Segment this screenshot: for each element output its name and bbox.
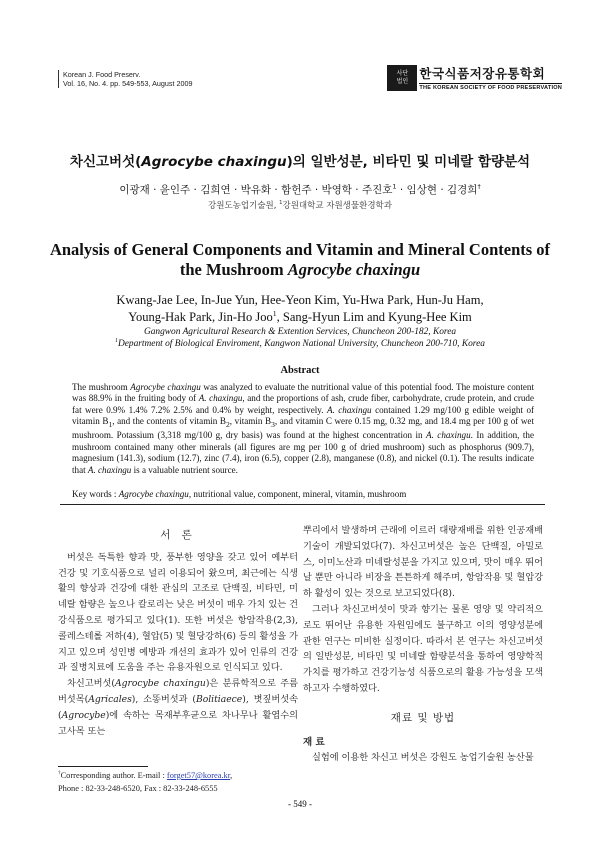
page-number: - 549 -	[288, 799, 312, 809]
intro-paragraph-2: 차신고버섯(Agrocybe chaxingu)은 분류학적으로 주름버섯목(Agricales), 소똥버섯과 (Bolitiaece), 볏짚버섯속(Agrocybe)에 속하는 목재부후균으로 차나무나 활엽수의 고사목 또는	[58, 678, 298, 737]
abstract-heading: Abstract	[280, 365, 320, 376]
authors-ko	[0, 182, 600, 197]
society-name-ko: 한국식품저장유통학회	[419, 64, 562, 84]
paper-title-en	[40, 240, 560, 280]
affil-en-line1: Gangwon Agricultural Research & Extention Services, Chuncheon 200-182, Korea	[143, 327, 457, 337]
keywords-species: Agrocybe chaxingu	[118, 489, 189, 499]
body-column-left	[58, 528, 298, 739]
keywords-rest: , nutritional value, component, mineral, vitamin, mushroom	[188, 489, 407, 499]
paper-title-ko	[0, 150, 600, 170]
authors-en-line2a: Young-Hak Park, Jin-Ho Joo	[128, 310, 273, 324]
affil-en-line2: Department of Biological Enviroment, Kangwon National University, Chuncheon 200-710, Korea	[117, 339, 485, 349]
abstract-body: The mushroom Agrocybe chaxingu was analyzed to evaluate the nutritional value of this potential food. The moisture content was 88.9% in the fruiting body of A. chaxingu, and the proportions of ash, crude fiber, carbohydrate, crude protein, and crude fat were 0.9% 1.4% 7.2% 2.5% and 0.4% by weight, respectively. A. chaxingu contained 1.29 mg/100 g edible weight of vitamin $B_1$, and the contents of vitamin $B_2$, vitamin $B_3$, and vitamin C were 0.15 mg, 0.32 mg, and 18.4 mg per 100 g of wet mushroom. Potassium (3,318 mg/100 g, dry basis) was found at the highest concentration in A. chaxingu. In addition, the mushroom contained many other minerals (all figures are mg per 100 g of dried mushroom) such as phosphorus (909.7), magnesium (141.3), sodium (12.7), zinc (7.4), iron (6.5), copper (2.8), manganese (0.8), and nickel (0.1). The results indicate that A. chaxingu is a valuable nutrient source.	[72, 382, 535, 475]
affil-ko-part1: 강원도농업기술원,	[208, 201, 280, 211]
title-ko-species: Agrocybe chaxingu	[141, 154, 287, 170]
footnote-label: Corresponding author. E-mail :	[60, 771, 167, 780]
society-emblem-icon	[387, 65, 417, 91]
society-logo	[387, 64, 562, 91]
authors-ko-part2: · 임상현 · 김경희	[396, 184, 478, 196]
affil-ko-part2: 강원대학교 자원생물환경학과	[282, 201, 392, 211]
authors-en-line1: Kwang-Jae Lee, In-Jue Yun, Hee-Yeon Kim, Yu-Hwa Park, Hun-Ju Ham,	[116, 293, 484, 307]
affil-en-sup: 1	[115, 337, 118, 344]
section-heading-methods: 재료 및 방법	[390, 711, 456, 724]
footnote-email-tail: ,	[230, 771, 233, 780]
title-en-line2	[40, 260, 560, 280]
authors-ko-part1: 이광재 · 윤인주 · 김희연 · 박유화 · 함헌주 · 박영학 · 주진호	[119, 184, 393, 196]
footnote-rule	[58, 766, 148, 767]
footnote-marker: †	[58, 770, 61, 777]
society-name-en: THE KOREAN SOCIETY OF FOOD PRESERVATION	[419, 85, 562, 91]
title-en-line1: Analysis of General Components and Vitamin and Mineral Contents of	[49, 240, 551, 259]
keywords-label: Key words :	[72, 489, 119, 499]
body-column-right	[303, 523, 543, 766]
keywords	[72, 489, 534, 499]
subsection-heading-materials: 재 료	[303, 736, 325, 748]
footnote-email-line	[58, 769, 232, 782]
footnote	[58, 769, 232, 795]
authors-ko-sup2: †	[477, 182, 481, 191]
affiliation-ko	[0, 199, 600, 211]
title-en-species: Agrocybe chaxingu	[287, 260, 421, 279]
section-divider	[60, 504, 545, 505]
journal-citation	[58, 70, 192, 88]
affiliation-en	[40, 326, 560, 350]
affil-ko-sup: 1	[279, 200, 283, 207]
footnote-phone: Phone : 82-33-248-6520, Fax : 82-33-248-6555	[58, 784, 218, 793]
title-en-line2-prefix: the Mushroom	[179, 260, 288, 279]
title-ko-prefix: 차신고버섯(	[69, 154, 142, 170]
intro-paragraph-1: 버섯은 독특한 향과 맛, 풍부한 영양을 갖고 있어 예부터 건강 및 기호식품으로 널리 이용되어 왔으며, 최근에는 식생활의 향상과 건강에 대한 관심의 고조로 단백질, 비타민, 미네랄 함량은 높으나 칼로리는 낮은 버섯이 매우 가치 있는 건강식품으로 평가되고 있다(1). 또한 버섯은 항암작용(2,3), 콜레스테롤 저하(4), 혈압(5) 및 혈당강하(6) 등의 활성을 가지고 있으며 성인병 예방과 개선의 효과가 있어 인류의 건강과 질병치료에 도움을 주는 유용자원으로 인식되고 있다.	[58, 551, 298, 674]
intro-paragraph-4: 그러나 차신고버섯이 맛과 향기는 물론 영양 및 약리적으로도 뛰어난 유용한 자원임에도 불구하고 이의 영양성분에 관한 연구는 미비한 실정이다. 따라서 본 연구는 차신고버섯의 일반성분, 비타민 및 미네랄 함량분석을 통하여 영양학적 가치를 평가하고 건강기능성 식품으로의 활용 가능성을 모색하고자 수행하였다.	[303, 603, 543, 694]
authors-en	[40, 292, 560, 326]
authors-en-line2b: , Sang-Hyun Lim and Kyung-Hee Kim	[276, 310, 472, 324]
intro-paragraph-3: 뿌리에서 발생하며 근래에 이르러 대량재배를 위한 인공재배기술이 개발되었다(7). 차신고버섯은 높은 단백질, 아밀로스, 이미노산과 미네랄성분을 가지고 있으며, 맛이 매우 뛰어날 뿐만 아니라 비장을 튼튼하게 해주며, 항암작용 및 혈압강하 활성이 있는 것으로 보고되었다(8).	[303, 525, 543, 600]
authors-en-sup: 1	[272, 308, 277, 318]
affil-en-line2-wrap	[40, 338, 560, 350]
author-email-link[interactable]: forget57@korea.kr	[166, 771, 231, 780]
authors-ko-sup1: 1	[392, 182, 397, 191]
title-ko-suffix: )의 일반성분, 비타민 및 미네랄 함량분석	[286, 154, 531, 170]
society-mark-text: 사단 법인	[396, 70, 409, 85]
journal-name: Korean J. Food Preserv.	[63, 70, 141, 79]
authors-en-line2	[40, 309, 560, 326]
journal-volume: Vol. 16, No. 4. pp. 549-553, August 2009	[63, 79, 193, 88]
section-heading-introduction: 서 론	[160, 529, 196, 541]
materials-paragraph: 실험에 이용한 차신고 버섯은 강원도 농업기술원 농산물	[312, 752, 534, 764]
